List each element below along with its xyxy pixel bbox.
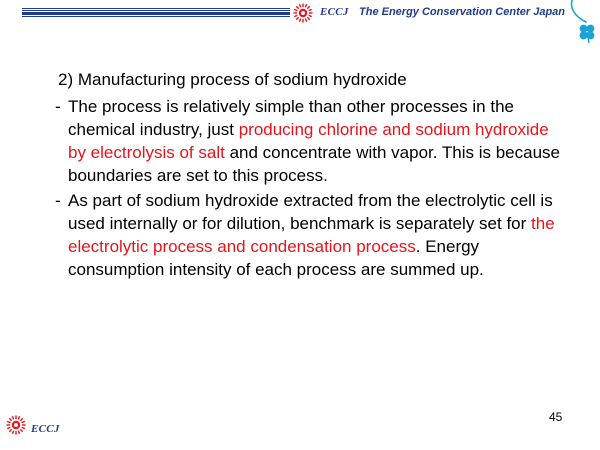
bullet-text-segment: . Energy consumption intensity of each process are summed up.: [68, 237, 484, 279]
organization-name: The Energy Conservation Center Japan: [359, 6, 565, 18]
header-rule-lines: [22, 8, 290, 18]
page-number: 45: [549, 410, 563, 424]
slide-content: [55, 68, 565, 283]
header-logo-text: ECCJ: [320, 6, 349, 18]
section-heading: 2) Manufacturing process of sodium hydroxide: [58, 70, 407, 89]
highlighted-text: the electrolytic process and condensation process: [68, 214, 555, 256]
bullet-text-segment: As part of sodium hydroxide extracted from the electrolytic cell is used internally or for dilution, benchmark is separately set for: [68, 191, 553, 233]
bullet-dash: -: [55, 191, 61, 210]
eccj-sunburst-logo-icon: [291, 3, 315, 23]
eccj-sunburst-logo-icon: [4, 415, 28, 435]
bullet-text-segment: and concentrate with vapor. This is because boundaries are set to this process.: [68, 143, 561, 185]
bullet-item: [55, 189, 565, 281]
bullet-item: [55, 95, 565, 187]
bullet-text-segment: The process is relatively simple than other processes in the chemical industry, just: [68, 97, 514, 139]
bullet-text: [68, 95, 565, 187]
bullet-dash: -: [55, 97, 61, 116]
clover-swoosh-icon: [556, 0, 600, 44]
footer-logo-text: ECCJ: [31, 423, 60, 435]
highlighted-text: producing chlorine and sodium hydroxide by electrolysis of salt: [68, 120, 549, 162]
bullet-text: [68, 189, 565, 281]
